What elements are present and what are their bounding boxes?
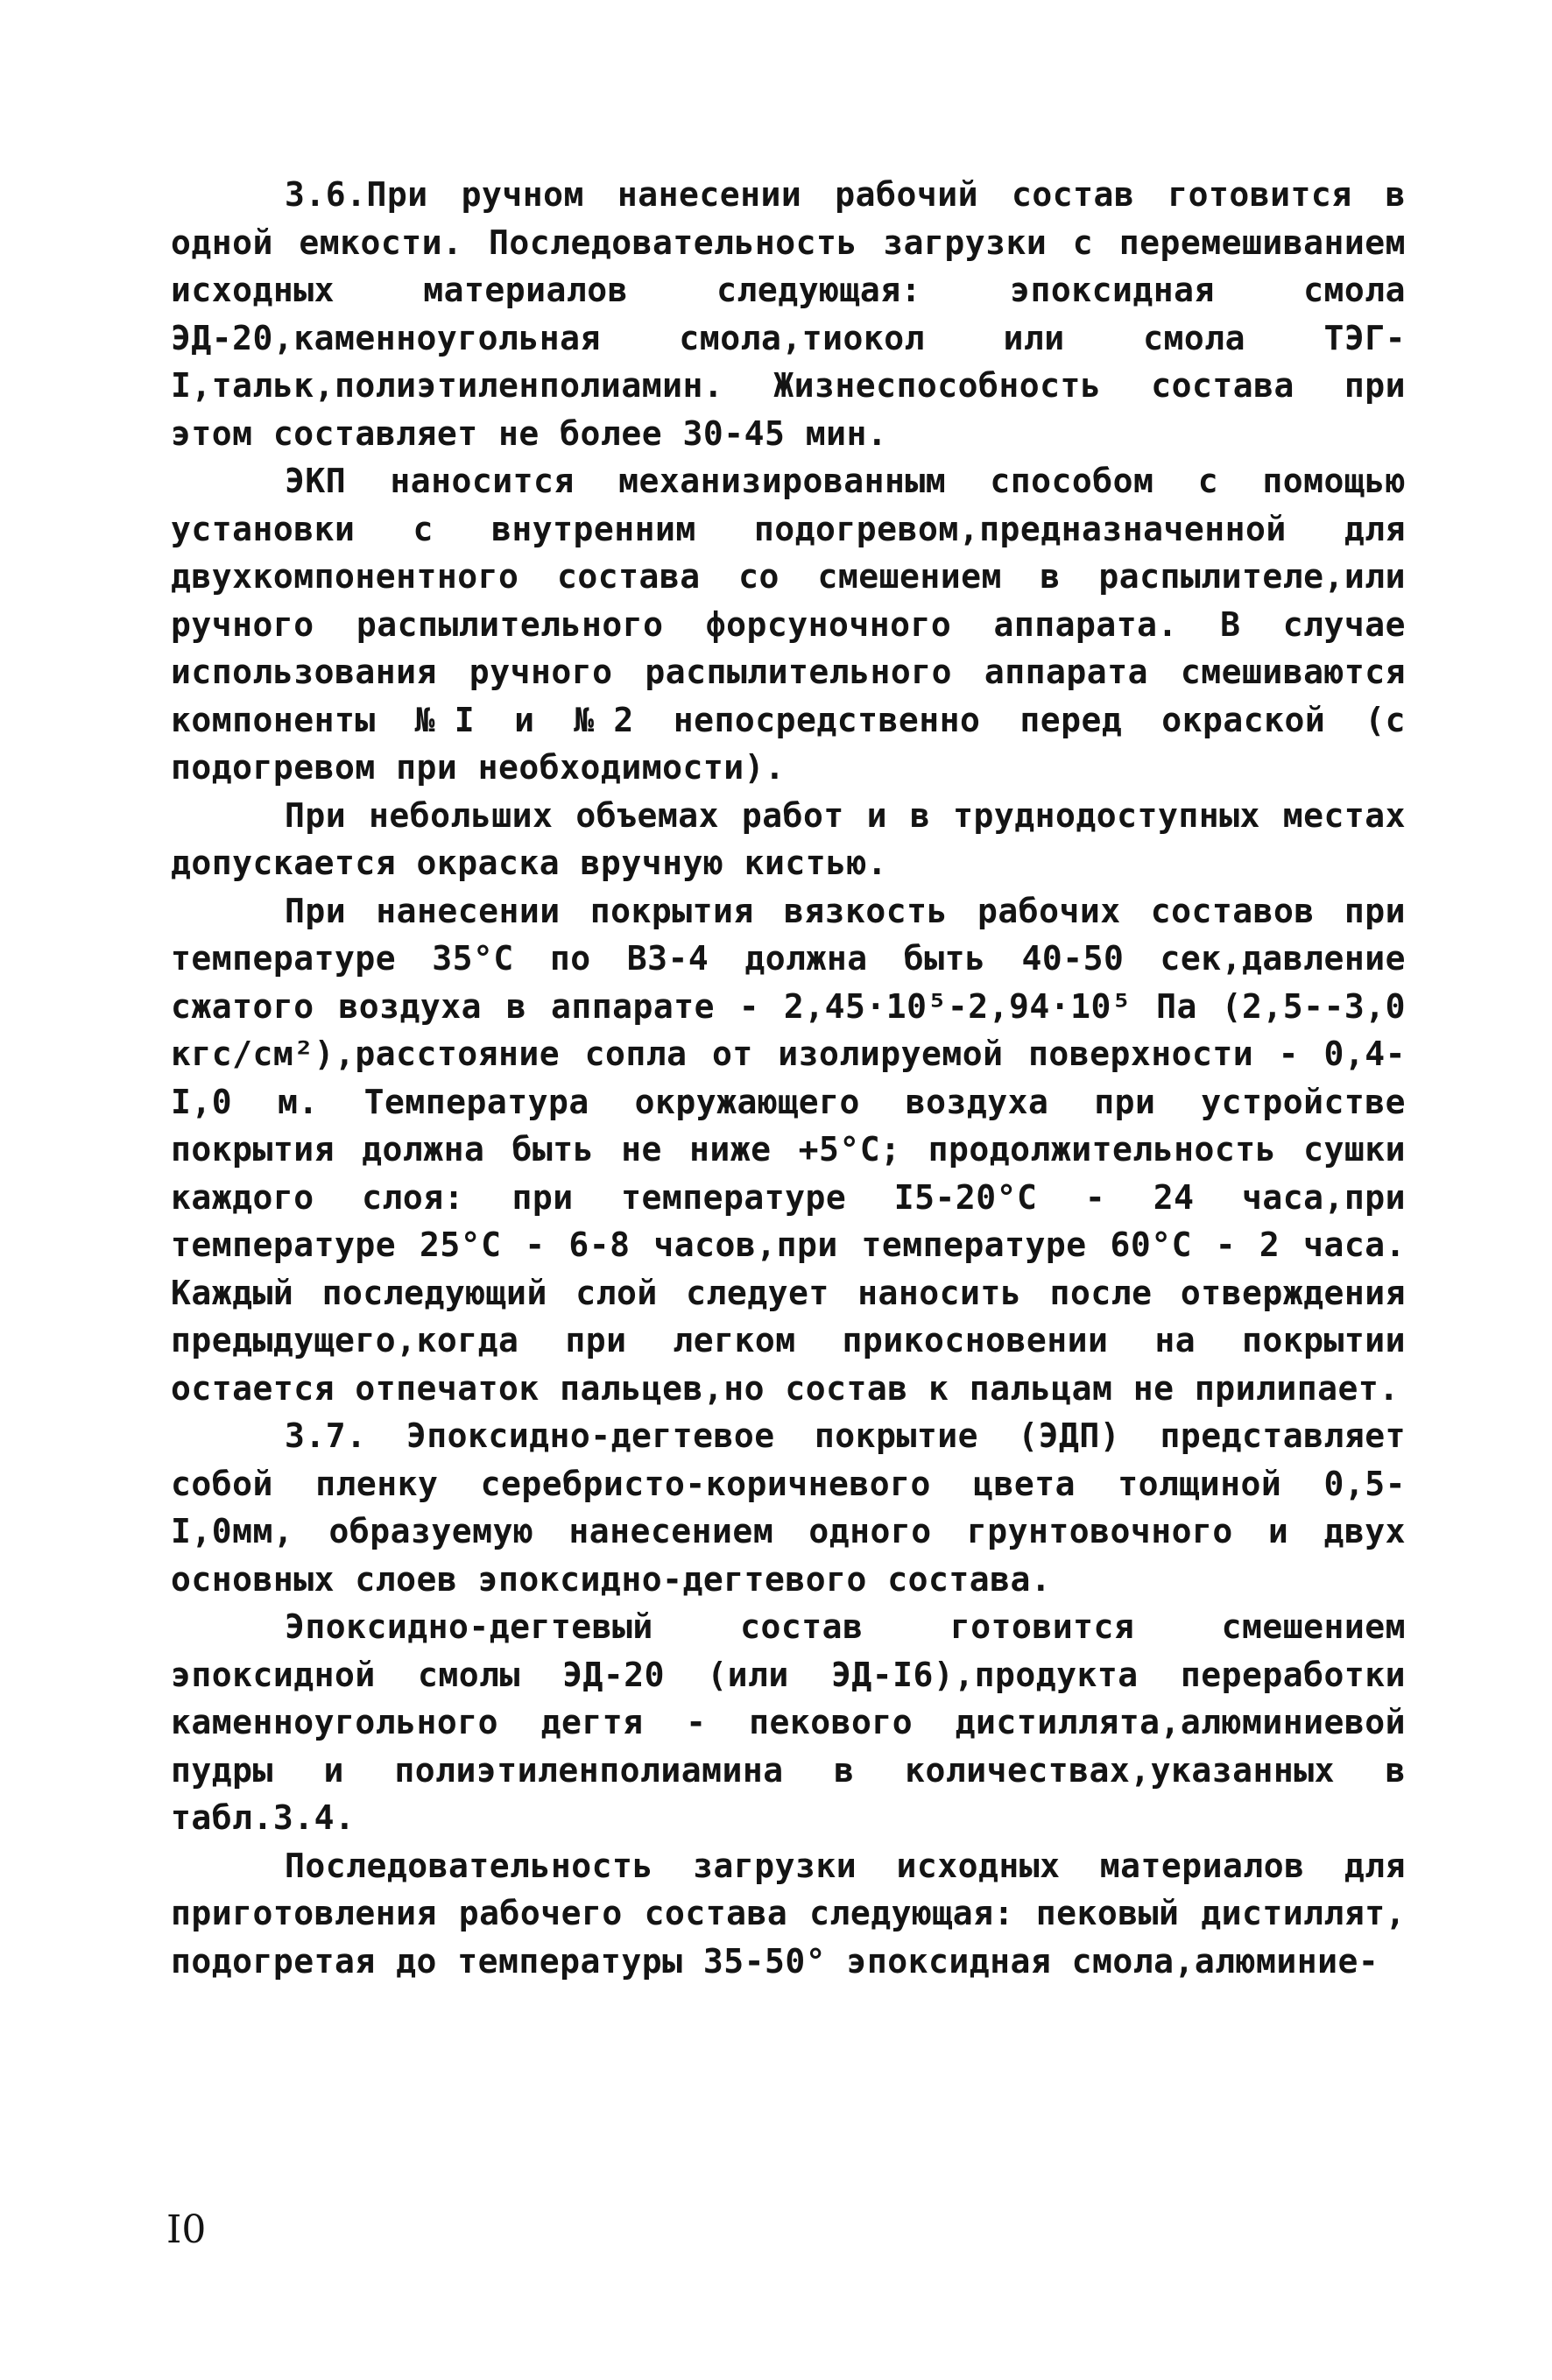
paragraph-3-7: 3.7. Эпоксидно-дегтевое покрытие (ЭДП) представляет собой пленку серебристо-коричневого цвета толщиной 0,5-I,0мм, образуемую нанесением одного грунтовочного и двух основных слоев эпоксидно-дегтевого состава.: [171, 1416, 1406, 1599]
page-number: I0: [166, 2207, 207, 2252]
paragraph-epoxy-tar-composition: Эпоксидно-дегтевый состав готовится смешением эпоксидной смолы ЭД-20 (или ЭД-I6),продукта переработки каменноугольного дегтя - пекового дистиллята,алюминиевой пудры и полиэтиленполиамина в количествах,указанных в табл.3.4.: [171, 1607, 1406, 1837]
paragraph-coating-parameters: При нанесении покрытия вязкость рабочих составов при температуре 35°С по ВЗ-4 должна быть 40-50 сек,давление сжатого воздуха в аппарате - 2,45·10⁵-2,94·10⁵ Па (2,5--3,0 кгс/см²),расстояние сопла от изолируемой поверхности - 0,4-I,0 м. Температура окружающего воздуха при устройстве покрытия должна быть не ниже +5°С; продолжительность сушки каждого слоя: при температуре I5-20°С - 24 часа,при температуре 25°С - 6-8 часов,при температуре 60°С - 2 часа. Каждый последующий слой следует наносить после отверждения предыдущего,когда при легком прикосновении на покрытии остается отпечаток пальцев,но состав к пальцам не прилипает.: [171, 891, 1406, 1408]
paragraph-brush-application: При небольших объемах работ и в труднодоступных местах допускается окраска вручную кистью.: [171, 795, 1406, 882]
paragraph-3-6: 3.6.При ручном нанесении рабочий состав готовится в одной емкости. Последовательность загрузки с перемешиванием исходных материалов следующая: эпоксидная смола ЭД-20,каменноугольная смола,тиокол или смола ТЭГ-I,тальк,полиэтиленполиамин. Жизнеспособность состава при этом составляет не более 30-45 мин.: [171, 175, 1406, 453]
body-text: [171, 171, 1406, 1985]
paragraph-loading-sequence: Последовательность загрузки исходных материалов для приготовления рабочего состава следующая: пековый дистиллят, подогретая до температуры 35-50° эпоксидная смола,алюминие-: [171, 1846, 1406, 1981]
paragraph-ekp-application: ЭКП наносится механизированным способом с помощью установки с внутренним подогревом,предназначенной для двухкомпонентного состава со смешением в распылителе,или ручного распылительного форсуночного аппарата. В случае использования ручного распылительного аппарата смешиваются компоненты №I и №2 непосредственно перед окраской (с подогревом при необходимости).: [171, 462, 1406, 787]
